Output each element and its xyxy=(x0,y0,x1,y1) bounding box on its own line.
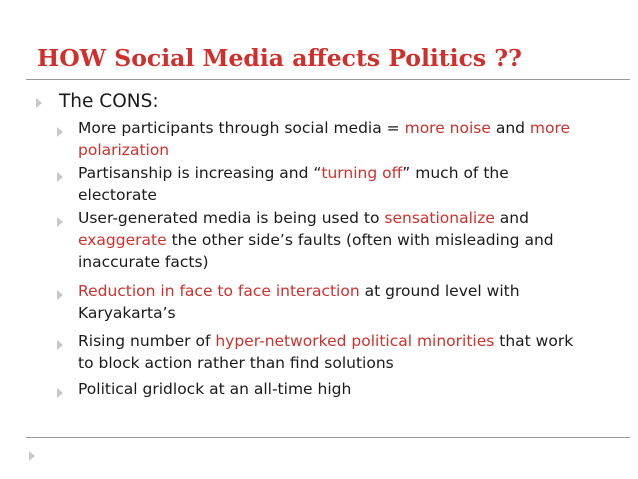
item-text: Partisanship is increasing and “ xyxy=(78,164,322,182)
bullet-item-1 xyxy=(78,117,578,161)
highlighted-text: turning off xyxy=(321,164,403,182)
section-heading: The CONS: xyxy=(59,91,159,112)
bullet-item-3 xyxy=(78,207,578,273)
bullet-item-2 xyxy=(78,162,578,206)
highlighted-text: exaggerate xyxy=(78,231,167,249)
highlighted-text: Reduction in face to face interaction xyxy=(78,282,360,300)
title-divider xyxy=(26,79,630,80)
item-text: User-generated media is being used to xyxy=(78,209,385,227)
bullet-item-4 xyxy=(78,280,578,324)
highlighted-text: more polarization xyxy=(78,119,571,159)
triangle-bullet-icon xyxy=(36,98,42,108)
bullet-item-6 xyxy=(78,378,578,400)
triangle-bullet-icon xyxy=(29,451,35,461)
triangle-bullet-icon xyxy=(57,388,63,398)
bullet-item-5 xyxy=(78,330,578,374)
item-text: and xyxy=(490,119,530,137)
item-text: that work to block action rather than find solutions xyxy=(78,332,574,372)
item-text: ” much of the electorate xyxy=(78,164,509,204)
highlighted-text: hyper-networked political minorities xyxy=(215,332,495,350)
highlighted-text: sensationalize xyxy=(384,209,495,227)
triangle-bullet-icon xyxy=(57,172,63,182)
slide-title: HOW Social Media affects Politics ?? xyxy=(37,44,522,72)
highlighted-text: more noise xyxy=(404,119,491,137)
triangle-bullet-icon xyxy=(57,290,63,300)
item-text: Political gridlock at an all-time high xyxy=(78,380,352,398)
footer-divider xyxy=(26,437,630,438)
triangle-bullet-icon xyxy=(57,340,63,350)
triangle-bullet-icon xyxy=(57,217,63,227)
item-text: More participants through social media = xyxy=(78,119,405,137)
item-text: at ground level with Karyakarta’s xyxy=(78,282,520,322)
item-text: Rising number of xyxy=(78,332,216,350)
item-text: and xyxy=(494,209,529,227)
triangle-bullet-icon xyxy=(57,127,63,137)
item-text: the other side’s faults (often with misleading and inaccurate facts) xyxy=(78,231,554,271)
